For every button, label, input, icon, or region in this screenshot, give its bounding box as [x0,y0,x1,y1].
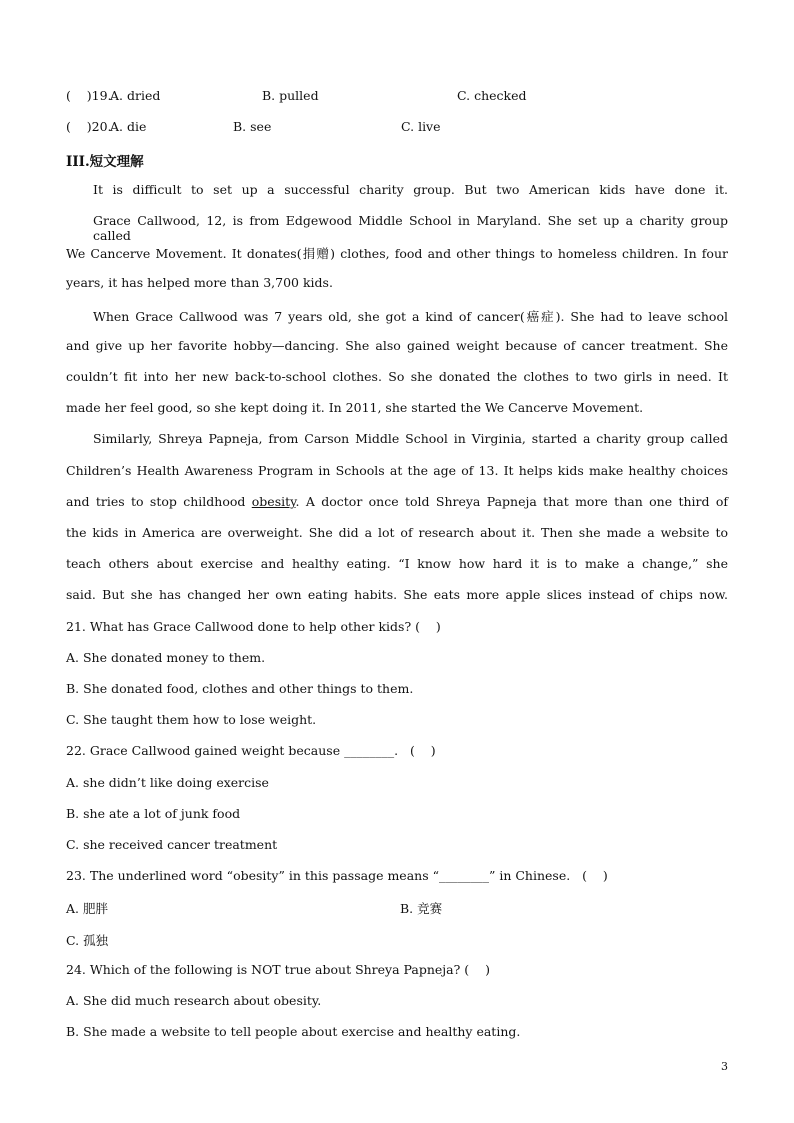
passage-line [66,494,728,509]
passage-line: teach others about exercise and healthy eating. “I know how hard it is to make a change,” she [66,556,728,571]
option-c: C. She taught them how to lose weight. [66,712,317,727]
passage-text: and tries to stop childhood [66,494,246,509]
option-a: A. She did much research about obesity. [66,993,322,1008]
question-number: ( )19. [66,88,112,103]
passage-line: made her feel good, so she kept doing it. In 2011, she started the We Cancerve Movement. [66,400,644,415]
passage-line: Children’s Health Awareness Program in Schools at the age of 13. It helps kids make healthy choices [66,463,728,478]
page-number: 3 [721,1060,728,1073]
question-24-stem: 24. Which of the following is NOT true about Shreya Papneja? ( ) [66,962,490,977]
option-b: B. She made a website to tell people about exercise and healthy eating. [66,1024,521,1039]
option-a: A. dried [110,88,161,103]
passage-text: . A doctor once told Shreya Papneja that more than one third of [295,494,728,509]
passage-line: said. But she has changed her own eating habits. She eats more apple slices instead of chips now. [66,587,728,602]
passage-line: It is difficult to set up a successful charity group. But two American kids have done it. [93,182,728,197]
question-20 [66,119,112,134]
passage-line: Grace Callwood, 12, is from Edgewood Middle School in Maryland. She set up a charity group called [93,213,728,243]
option-b: B. She donated food, clothes and other things to them. [66,681,414,696]
passage-line: When Grace Callwood was 7 years old, she got a kind of cancer(癌症). She had to leave school [93,309,728,324]
option-c: C. she received cancer treatment [66,837,278,852]
underlined-word: obesity [251,494,296,509]
option-b: B. pulled [262,88,319,103]
passage-line: the kids in America are overweight. She did a lot of research about it. Then she made a website to [66,525,728,540]
passage-line: Similarly, Shreya Papneja, from Carson Middle School in Virginia, started a charity group called [93,431,728,446]
passage-line: We Cancerve Movement. It donates(捐赠) clothes, food and other things to homeless children. In four [66,246,728,261]
passage-line: years, it has helped more than 3,700 kids. [66,275,333,290]
question-22-stem: 22. Grace Callwood gained weight because ________. ( ) [66,743,436,758]
option-b: B. she ate a lot of junk food [66,806,241,821]
option-b: B. see [233,119,272,134]
question-21-stem: 21. What has Grace Callwood done to help other kids? ( ) [66,619,441,634]
option-b: B. 竞赛 [400,901,443,916]
option-a: A. she didn’t like doing exercise [66,775,269,790]
option-c: C. checked [457,88,527,103]
option-a: A. She donated money to them. [66,650,266,665]
option-a: A. die [110,119,147,134]
option-a: A. 肥胖 [66,901,108,916]
option-c: C. 孤独 [66,933,109,948]
passage-line: couldn’t fit into her new back-to-school clothes. So she donated the clothes to two girls in need. It [66,369,728,384]
section-title: III.短文理解 [66,154,144,170]
question-number: ( )20. [66,119,112,134]
question-19 [66,88,112,103]
passage-line: and give up her favorite hobby—dancing. She also gained weight because of cancer treatment. She [66,338,728,353]
question-23-stem: 23. The underlined word “obesity” in this passage means “________” in Chinese. ( ) [66,868,608,883]
option-c: C. live [401,119,441,134]
